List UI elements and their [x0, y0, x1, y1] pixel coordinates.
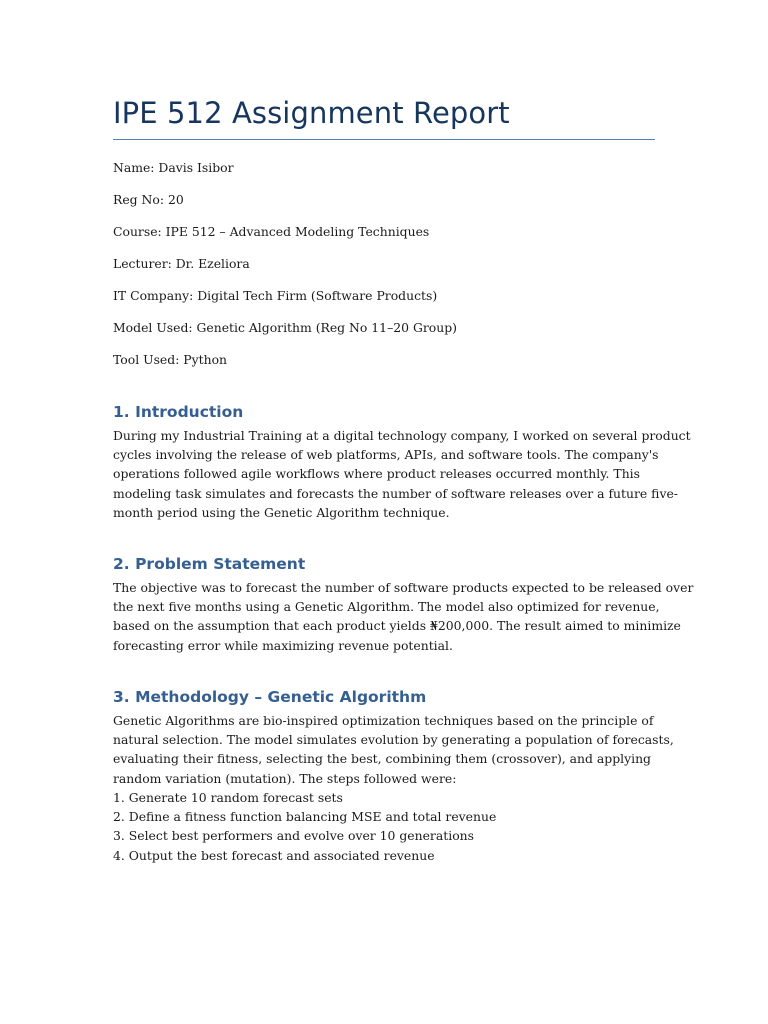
- introduction-line: During my Industrial Training at a digital technology company, I worked on several product: [113, 428, 691, 443]
- introduction-line: month period using the Genetic Algorithm technique.: [113, 504, 450, 520]
- introduction-line: operations followed agile workflows where product releases occurred monthly. This: [113, 466, 640, 482]
- introduction-line: cycles involving the release of web platforms, APIs, and software tools. The company's: [113, 447, 659, 463]
- list-item: 2. Define a fitness function balancing MSE and total revenue: [113, 809, 497, 825]
- meta-name: Name: Davis Isibor: [113, 160, 234, 175]
- methodology-paragraph: [113, 711, 674, 788]
- problem-line: the next five months using a Genetic Algorithm. The model also optimized for revenue,: [113, 599, 660, 615]
- list-item: 1. Generate 10 random forecast sets: [113, 790, 343, 805]
- meta-model: Model Used: Genetic Algorithm (Reg No 11–20 Group): [113, 320, 457, 335]
- meta-course: Course: IPE 512 – Advanced Modeling Techniques: [113, 224, 430, 239]
- problem-line: forecasting error while maximizing revenue potential.: [113, 637, 453, 653]
- problem-line: based on the assumption that each product yields ₦200,000. The result aimed to minimize: [113, 618, 681, 634]
- meta-reg-no: Reg No: 20: [113, 192, 184, 207]
- methodology-line: evaluating their fitness, selecting the best, combining them (crossover), and applying: [113, 751, 651, 767]
- methodology-line: random variation (mutation). The steps followed were:: [113, 770, 457, 786]
- problem-statement-paragraph: [113, 578, 694, 655]
- meta-company: IT Company: Digital Tech Firm (Software Products): [113, 288, 438, 303]
- methodology-line: Genetic Algorithms are bio-inspired optimization techniques based on the principle of: [113, 713, 654, 728]
- title-underline: [113, 139, 655, 140]
- methodology-heading: 3. Methodology – Genetic Algorithm: [113, 688, 427, 706]
- document-title: IPE 512 Assignment Report: [113, 96, 510, 130]
- meta-tool: Tool Used: Python: [113, 352, 228, 367]
- problem-statement-heading: 2. Problem Statement: [113, 555, 306, 573]
- introduction-paragraph: [113, 426, 691, 522]
- methodology-steps-list: [113, 788, 496, 865]
- introduction-line: modeling task simulates and forecasts the number of software releases over a future five-: [113, 485, 678, 501]
- methodology-line: natural selection. The model simulates evolution by generating a population of forecasts,: [113, 732, 674, 748]
- list-item: 3. Select best performers and evolve over 10 generations: [113, 828, 474, 844]
- meta-lecturer: Lecturer: Dr. Ezeliora: [113, 256, 250, 271]
- problem-line: The objective was to forecast the number of software products expected to be released over: [113, 580, 694, 595]
- introduction-heading: 1. Introduction: [113, 403, 244, 421]
- list-item: 4. Output the best forecast and associated revenue: [113, 847, 435, 863]
